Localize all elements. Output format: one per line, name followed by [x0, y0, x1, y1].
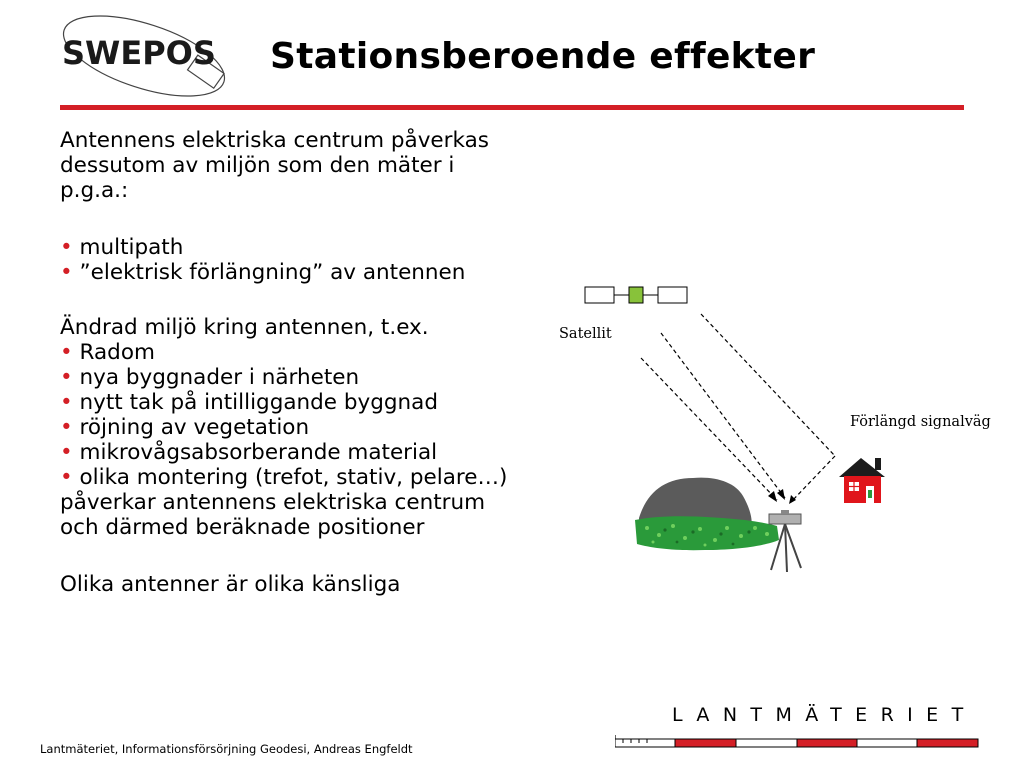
diagram-graphic — [555, 270, 1015, 590]
grass-icon — [635, 516, 779, 550]
satellite-label: Satellit — [559, 326, 612, 342]
arrowheads — [768, 489, 796, 504]
closing-line: Olika antenner är olika känsliga — [60, 572, 401, 597]
body-text — [60, 128, 620, 597]
bullet-item — [60, 340, 620, 365]
footer-credit: Lantmäteriet, Informationsförsörjning Geodesi, Andreas Engfeldt — [40, 742, 413, 756]
bullet-dot: • — [60, 235, 80, 260]
lantmateriet-bar-graphic — [615, 733, 979, 749]
bullet-label: nya byggnader i närheten — [79, 365, 360, 390]
title-rule — [60, 105, 964, 110]
bullet-item — [60, 260, 620, 285]
lantmateriet-wordmark: LANTMÄTERIET — [672, 704, 977, 726]
bullet-item — [60, 365, 620, 390]
bullet-dot: • — [60, 415, 80, 440]
bullet-item — [60, 235, 620, 260]
bullet-label: nytt tak på intilliggande byggnad — [79, 390, 438, 415]
signal-path-diagram — [555, 270, 1015, 590]
house-icon — [839, 458, 885, 503]
bullet-label: olika montering (trefot, stativ, pelare…) — [79, 465, 508, 490]
intro-line-1: Antennens elektriska centrum påverkas — [60, 128, 489, 153]
intro-line-3: p.g.a.: — [60, 178, 129, 203]
bullet-dot: • — [60, 465, 80, 490]
swepos-logo — [58, 12, 236, 104]
bullet-dot: • — [60, 440, 80, 465]
lantmateriet-bar — [615, 733, 979, 749]
intro-line-2: dessutom av miljön som den mäter i — [60, 153, 455, 178]
slide-title: Stationsberoende effekter — [270, 36, 816, 77]
bullet-item — [60, 440, 620, 465]
bullet-dot: • — [60, 340, 80, 365]
swepos-logo-graphic — [58, 12, 236, 104]
logo-text: SWEPOS — [62, 34, 216, 72]
bullet-label: ”elektrisk förlängning” av antennen — [79, 260, 466, 285]
bullet-label: mikrovågsabsorberande material — [79, 440, 438, 465]
bullet-item — [60, 465, 620, 490]
bullet-label: röjning av vegetation — [79, 415, 310, 440]
bullet-label: multipath — [79, 235, 184, 260]
conclusion-line-2: och därmed beräknade positioner — [60, 515, 425, 540]
bullet-dot: • — [60, 260, 80, 285]
signal-paths — [641, 314, 835, 502]
bullet-dot: • — [60, 365, 80, 390]
bullet-dot: • — [60, 390, 80, 415]
bullet-item — [60, 390, 620, 415]
changed-env-heading: Ändrad miljö kring antennen, t.ex. — [60, 315, 429, 340]
conclusion-line-1: påverkar antennens elektriska centrum — [60, 490, 486, 515]
satellite-icon — [585, 287, 687, 303]
path-label: Förlängd signalväg — [850, 414, 991, 430]
bullet-label: Radom — [79, 340, 155, 365]
bullet-item — [60, 415, 620, 440]
